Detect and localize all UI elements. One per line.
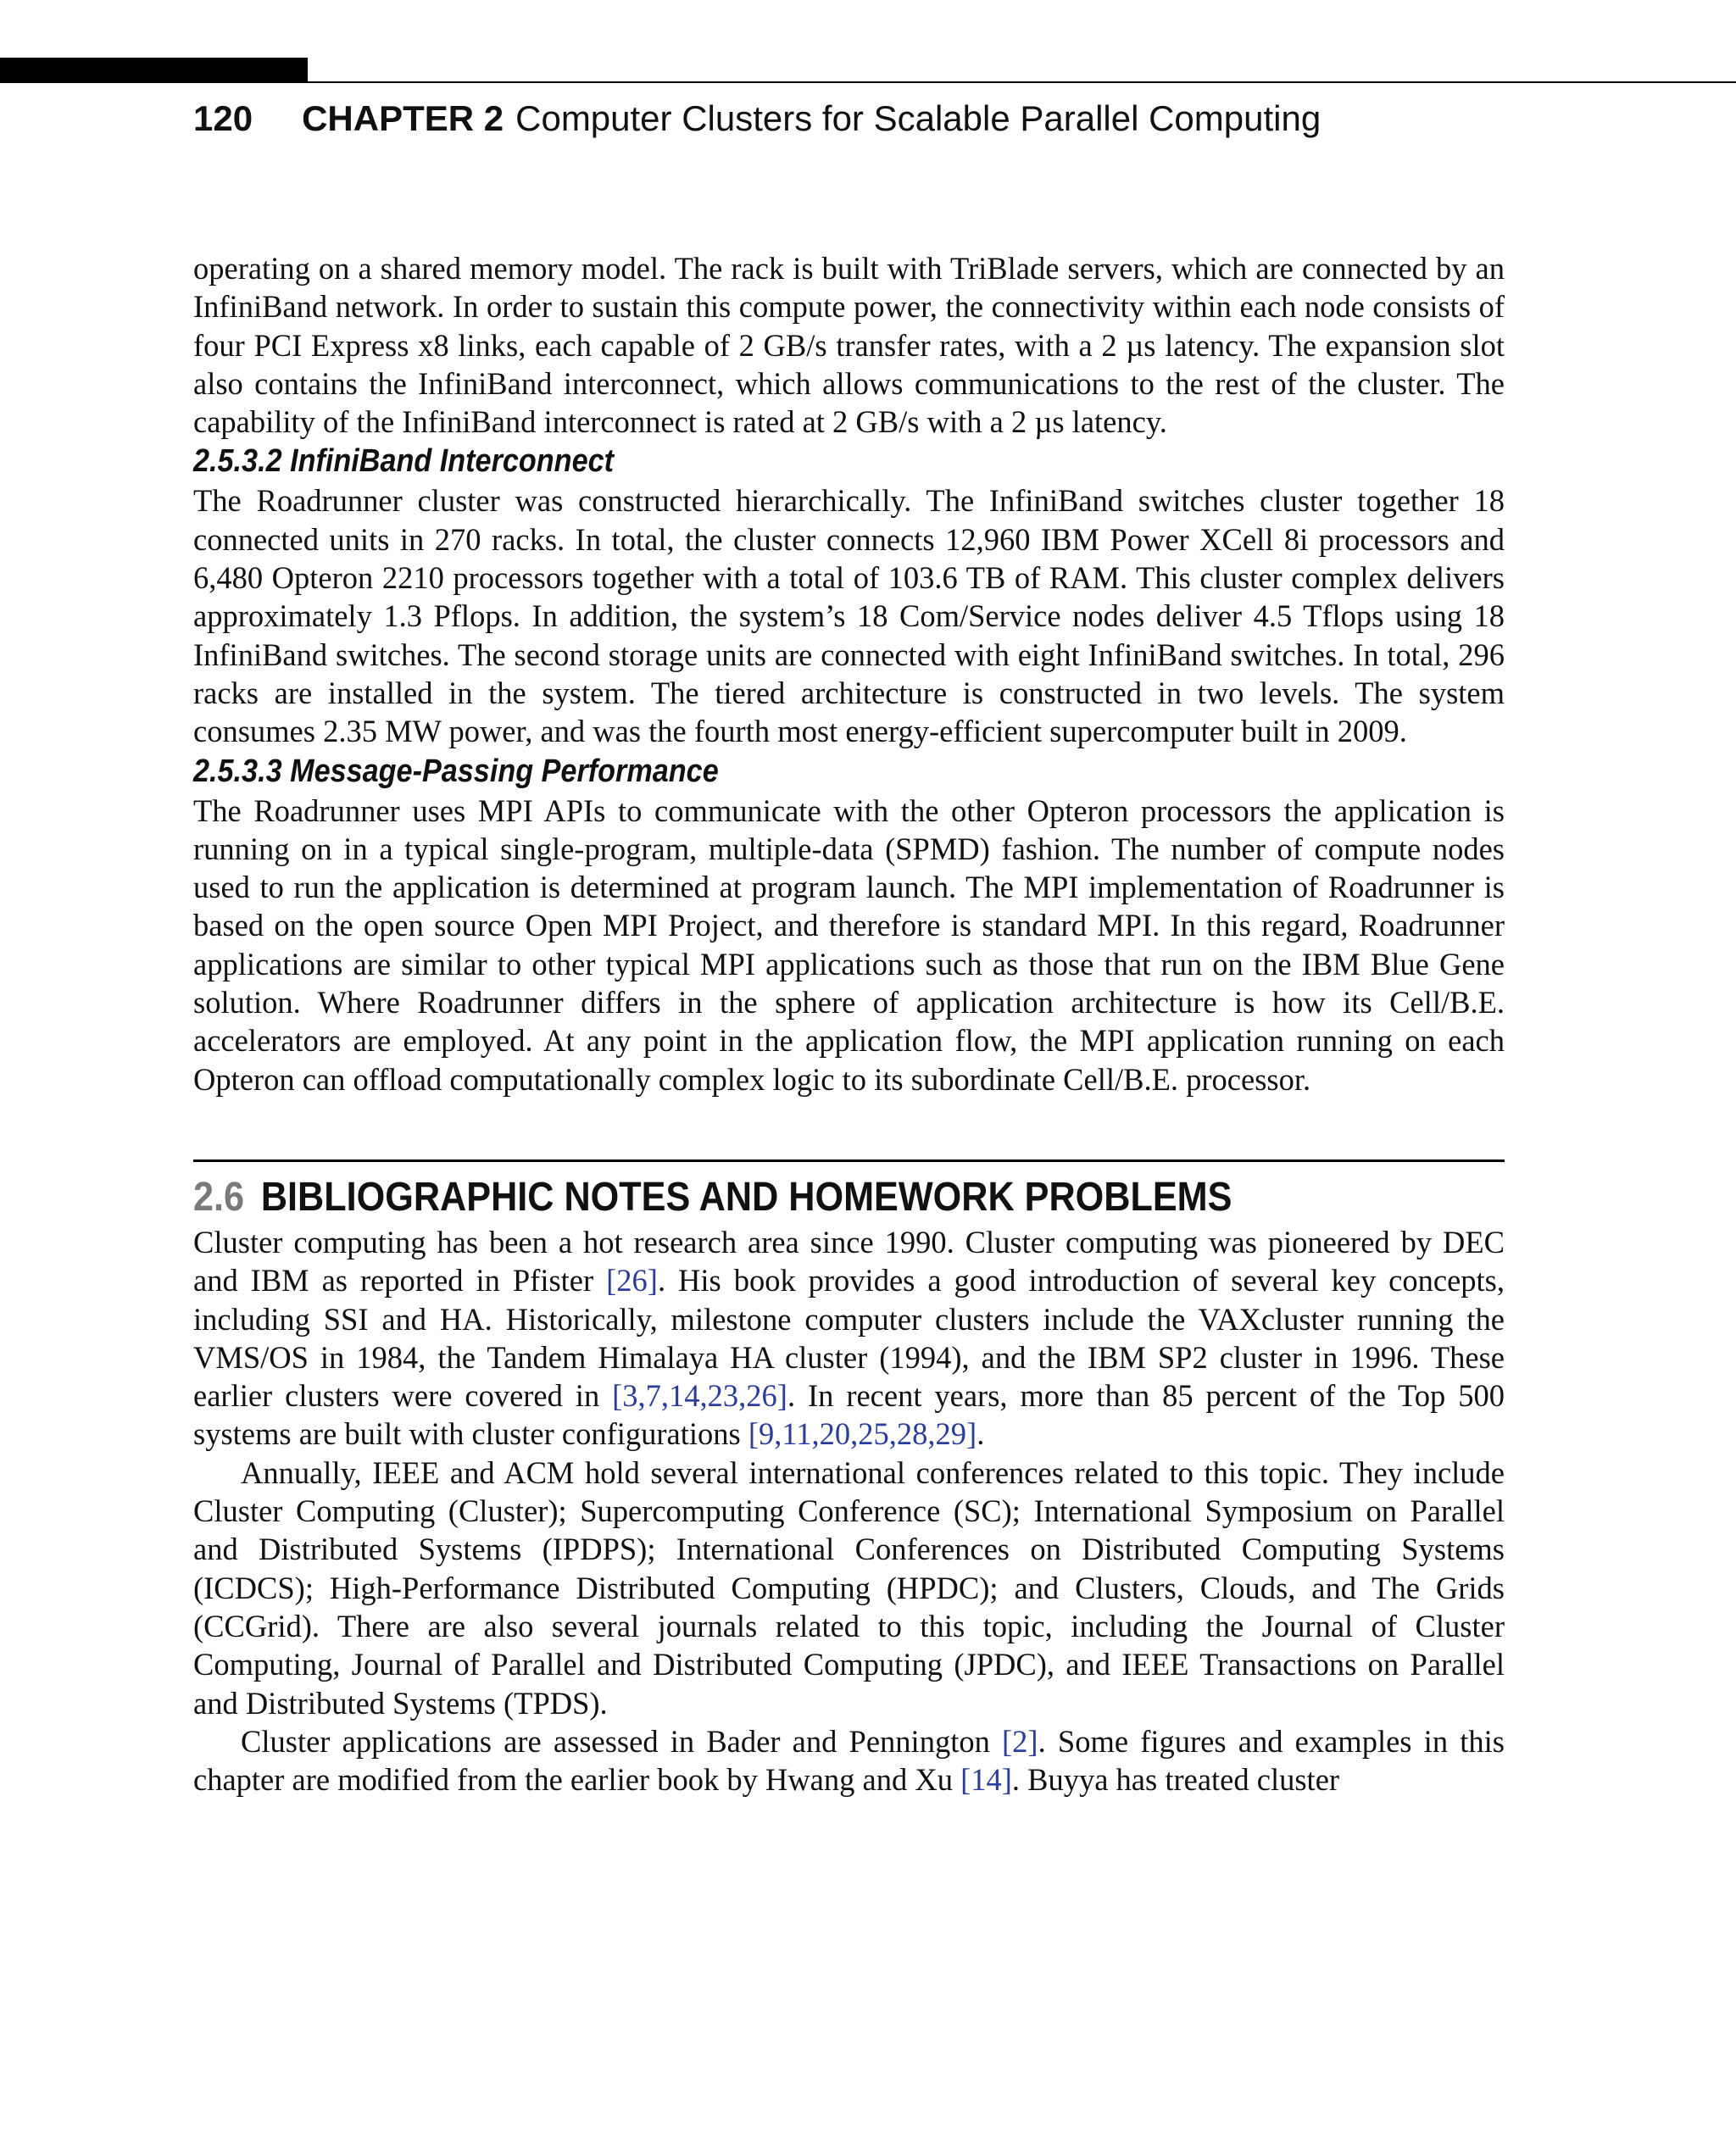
citation-link[interactable]: [9,11,20,25,28,29] (748, 1416, 977, 1452)
text-run: . In recent years, more than 85 percent of the Top 500 systems are built with cluster configurations (193, 1378, 1505, 1452)
subsection-heading-2532: 2.5.3.2 InfiniBand Interconnect (193, 443, 615, 480)
chapter-title: Computer Clusters for Scalable Parallel Computing (515, 98, 1321, 138)
paragraph-message-passing: The Roadrunner uses MPI APIs to communicate with the other Opteron processors the application is running on in a typical single-program, multiple-data (SPMD) fashion. The number of compute nodes used to run the application is determined at program launch. The MPI implementation of Roadrunner is based on the open source Open MPI Project, and therefore is standard MPI. In this regard, Roadrunner applications are similar to other typical MPI applications such as those that run on the IBM Blue Gene solution. Where Roadrunner differs in the sphere of application architecture is how its Cell/B.E. accelerators are employed. At any point in the application flow, the MPI application running on each Opteron can offload computationally complex logic to its subordinate Cell/B.E. processor. (193, 792, 1505, 1097)
citation-link[interactable]: [26] (606, 1263, 658, 1299)
running-header (193, 93, 1321, 144)
text-run: . Buyya has treated cluster (1011, 1762, 1340, 1798)
paragraph-intro: operating on a shared memory model. The rack is built with TriBlade servers, which are connected by an InfiniBand network. In order to sustain this compute power, the connectivity within each node consists of four PCI Express x8 links, each capable of 2 GB/s transfer rates, with a 2 µs latency. The expansion slot also contains the InfiniBand interconnect, which allows communications to the rest of the cluster. The capability of the InfiniBand interconnect is rated at 2 GB/s with a 2 µs latency. (193, 251, 1505, 440)
paragraph-bibliographic-2: Annually, IEEE and ACM hold several international conferences related to this topic. They include Cluster Computing (Cluster); Supercomputing Conference (SC); International Symposium on Parallel and Distributed Systems (IPDPS); International Conferences on Distributed Computing Systems (ICDCS); High-Performance Distributed Computing (HPDC); and Clusters, Clouds, and The Grids (CCGrid). There are also several journals related to this topic, including the Journal of Cluster Computing, Journal of Parallel and Distributed Computing (JPDC), and IEEE Transactions on Parallel and Distributed Systems (TPDS). (193, 1454, 1505, 1721)
text-run: . His book provides a good introduction of several key concepts, including SSI and HA. Historically, milestone computer clusters include the VAXcluster running the VMS/OS in 1984, the Tandem Himalaya HA cluster (1994), and the IBM SP2 cluster in 1996. These earlier clusters were covered in (193, 1263, 1505, 1414)
chapter-label: CHAPTER 2 (302, 98, 504, 138)
text-run: Cluster computing has been a hot research area since 1990. Cluster computing was pioneered by DEC and IBM as reported in Pfister (193, 1224, 1505, 1299)
section-title: BIBLIOGRAPHIC NOTES AND HOMEWORK PROBLEMS (260, 1174, 1232, 1220)
paragraph-bibliographic-3 (193, 1722, 1505, 1799)
citation-link[interactable]: [14] (960, 1762, 1012, 1798)
citation-link[interactable]: [3,7,14,23,26] (612, 1378, 787, 1414)
subsection-heading-2533: 2.5.3.3 Message-Passing Performance (193, 753, 719, 789)
page-body (193, 249, 1505, 1799)
paragraph-infiniband: The Roadrunner cluster was constructed hierarchically. The InfiniBand switches cluster together 18 connected units in 270 racks. In total, the cluster connects 12,960 IBM Power XCell 8i processors and 6,480 Opteron 2210 processors together with a total of 103.6 TB of RAM. This cluster complex delivers approximately 1.3 Pflops. In addition, the system’s 18 Com/Service nodes deliver 4.5 Tflops using 18 InfiniBand switches. The second storage units are connected with eight InfiniBand switches. In total, 296 racks are installed in the system. The tiered architecture is constructed in two levels. The system consumes 2.35 MW power, and was the fourth most energy-efficient supercomputer built in 2009. (193, 483, 1505, 749)
header-bar (0, 58, 308, 83)
header-rule (308, 81, 1736, 83)
text-run: Cluster applications are assessed in Bader and Pennington (241, 1723, 1003, 1759)
section-divider (193, 1159, 1505, 1162)
page-number: 120 (193, 98, 253, 138)
section-number: 2.6 (193, 1174, 245, 1220)
section-heading (193, 1172, 1373, 1223)
citation-link[interactable]: [2] (1002, 1723, 1038, 1759)
text-run: . Some figures and examples in this chapter are modified from the earlier book by Hwang and Xu (193, 1723, 1505, 1798)
paragraph-bibliographic-1 (193, 1223, 1505, 1454)
text-run: . (976, 1416, 985, 1452)
